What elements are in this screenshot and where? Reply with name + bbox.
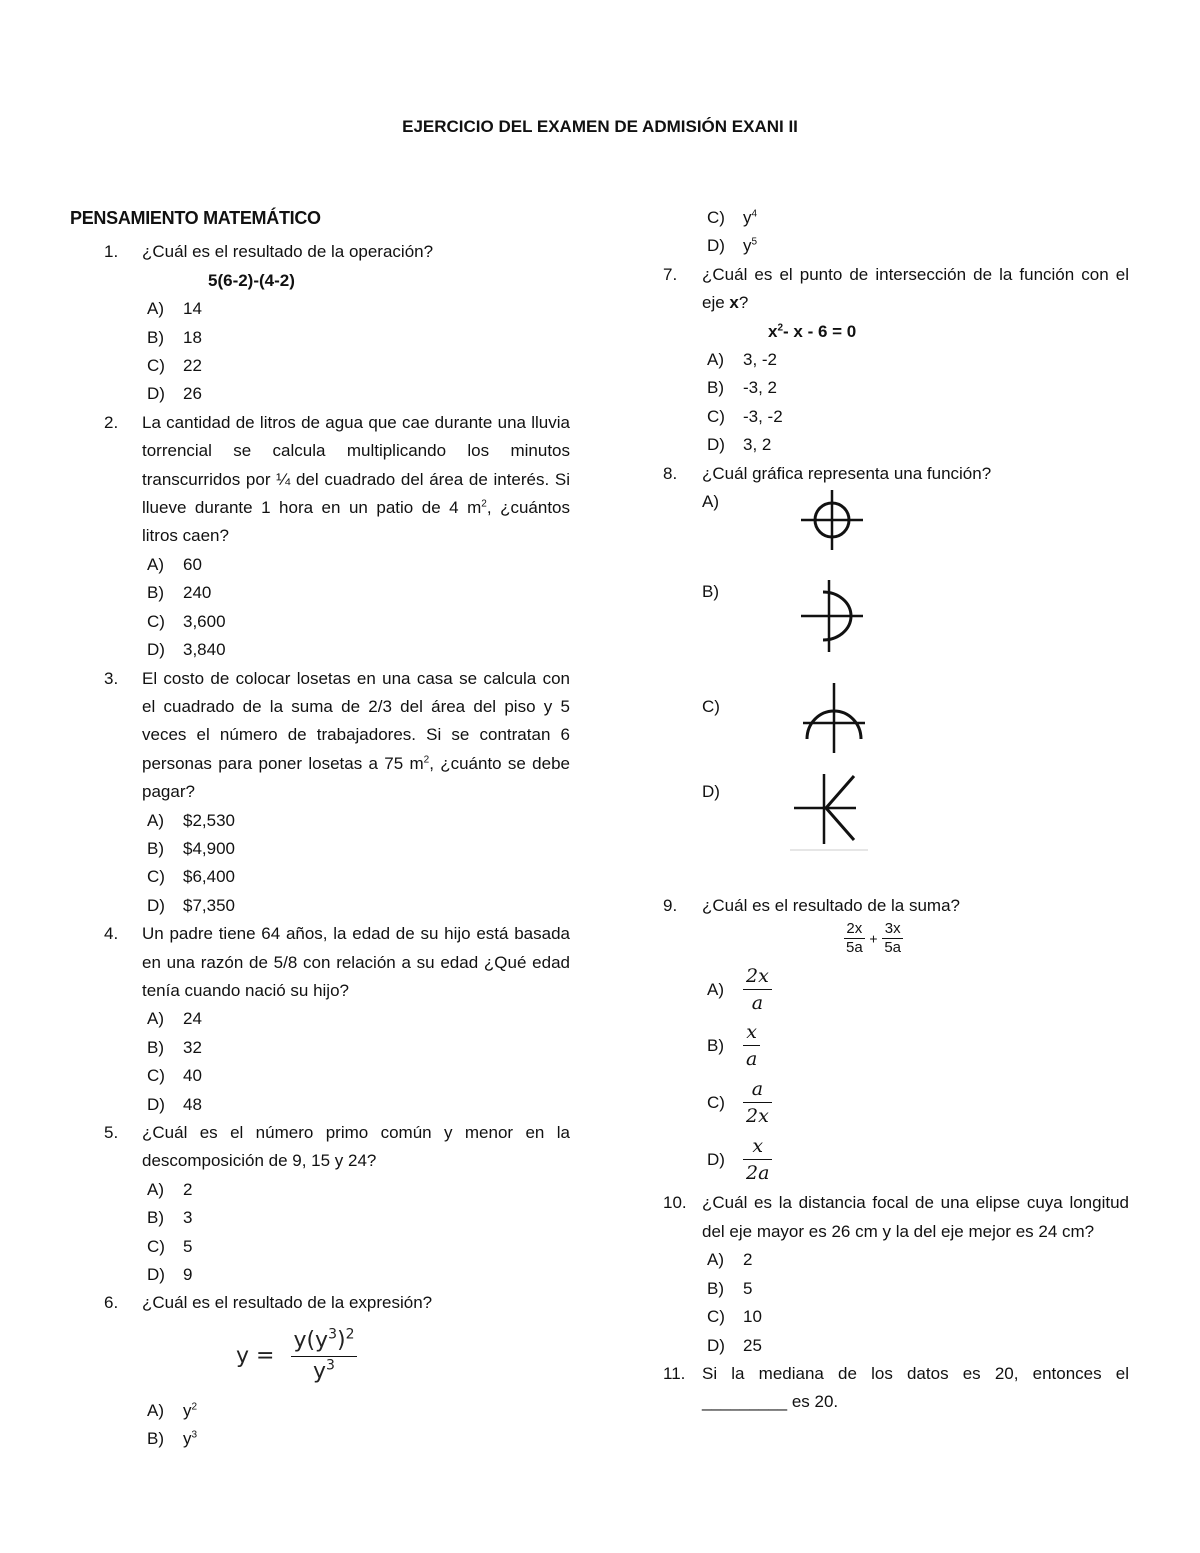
question-text: ¿Cuál es el número primo común y menor en la descomposición de 9, 15 y 24? [142,1123,570,1171]
option-c[interactable]: C) 10 [707,1307,762,1327]
option-d[interactable]: D) $y^5$ [707,236,758,256]
option-d[interactable]: D) 9 [147,1265,193,1285]
option-c[interactable]: C) 5 [147,1236,193,1256]
option-c[interactable]: C) 40 [147,1066,202,1086]
option-d[interactable]: D) 26 [147,384,202,404]
options-list-q6-continued [663,204,1129,261]
left-column [70,204,570,1454]
question-text: Un padre tiene 64 años, la edad de su hijo está basada en una razón de 5/8 con relación a su edad ¿Qué edad tenía cuando nació su hijo? [142,924,570,1000]
option-b[interactable]: B) 32 [147,1037,202,1057]
options-list [142,551,570,665]
option-d[interactable]: D) 3, 2 [707,435,772,455]
expression-formula: y = $\frac{y(y^3)^2}{y^3}$ [142,1318,570,1397]
option-b[interactable]: B) $4,900 [147,838,235,858]
option-a[interactable]: A) 2 [707,1250,753,1270]
question-text: La cantidad de litros de agua que cae durante una lluvia torrencial se calcula multiplicando los minutos transcurridos por ¼ del cuadrado del área de interés. Si llueve durante 1 hora en un patio de 4 $m^2$, ¿cuántos litros caen? [142,412,570,546]
right-semicircle-graph [797,578,867,654]
option-d[interactable]: D) 3,840 [147,640,226,660]
question-number: 6. [104,1293,119,1313]
question-text: ¿Cuál es el punto de intersección de la función con el eje x? [702,264,1129,313]
question-text: ¿Cuál gráfica representa una función? [702,463,992,483]
option-c[interactable]: C) 3,600 [147,611,226,631]
question-text: ¿Cuál es el resultado de la operación? [142,242,434,262]
circle-cross-graph [797,488,867,552]
question-5 [70,1119,570,1289]
question-3 [70,665,570,921]
question-text: ¿Cuál es el resultado de la suma? [702,896,960,916]
option-a[interactable]: A) 60 [147,554,202,574]
graph-option-d[interactable]: D) [702,778,1129,892]
question-number: 3. [104,668,119,688]
option-c[interactable]: C) $6,400 [147,867,235,887]
option-a[interactable]: A) $2,530 [147,810,235,830]
question-4 [70,920,570,1119]
question-number: 7. [663,264,678,284]
option-b[interactable]: B) 18 [147,327,202,347]
question-7 [663,261,1129,460]
graph-option-a[interactable]: A) [702,488,1129,578]
option-a[interactable]: A) 3, -2 [707,350,778,370]
graph-option-b[interactable]: B) [702,578,1129,693]
option-b[interactable]: B) $\frac{x}{a}$ [702,1019,1129,1076]
options-list [702,1246,1129,1360]
option-a[interactable]: A) 2 [147,1179,193,1199]
options-list [702,963,1129,1189]
question-number: 4. [104,924,119,944]
question-9 [663,892,1129,1189]
option-a[interactable]: A) 14 [147,299,202,319]
options-list [142,1397,570,1454]
question-6 [70,1289,570,1453]
section-title: PENSAMIENTO MATEMÁTICO [70,208,321,228]
question-11 [663,1360,1129,1417]
question-text: El costo de colocar losetas en una casa se calcula con el cuadrado de la suma de 2/3 del área del piso y 5 veces el número de trabajadores. Si se contratan 6 personas para poner losetas a 75 $m^2$, ¿cuánto se debe pagar? [142,668,571,802]
option-c[interactable]: C) 22 [147,356,202,376]
equation: $x^2-$ x - 6 = 0 [768,321,857,341]
question-text: ¿Cuál es la distancia focal de una elipse cuya longitud del eje mayor es 26 cm y la del eje mejor es 24 cm? [702,1193,1129,1241]
option-a[interactable]: A) $\frac{2x}{a}$ [702,963,1129,1019]
option-b[interactable]: B) 5 [707,1278,753,1298]
expression-fraction: $\frac{y(y^3)^2}{y^3}$ [293,1326,355,1384]
operation-expression: 5(6-2)-(4-2) [208,270,295,290]
graph-option-c[interactable]: C) [702,693,1129,778]
question-1 [70,238,570,408]
sum-expression: $\frac{2x}{5a}$ + $\frac{3x}{5a}$ [846,920,902,957]
option-a[interactable]: A) 24 [147,1009,202,1029]
options-list [142,1176,570,1290]
option-b[interactable]: B) 240 [147,583,212,603]
options-list [142,295,570,409]
upper-semicircle-graph [797,681,867,755]
question-number: 8. [663,463,678,483]
option-c[interactable]: C) $\frac{a}{2x}$ [702,1076,1129,1133]
options-list [142,807,570,921]
option-c[interactable]: C) -3, -2 [707,406,783,426]
option-b[interactable]: B) $y^3$ [147,1429,198,1449]
question-text: ¿Cuál es el resultado de la expresión? [142,1293,433,1313]
question-2 [70,409,570,665]
question-number: 9. [663,896,678,916]
options-list [702,346,1129,460]
question-number: 11. [663,1363,686,1383]
option-c[interactable]: C) $y^4$ [707,208,758,227]
option-d[interactable]: D) $\frac{x}{2a}$ [702,1133,1129,1189]
option-d[interactable]: D) $7,350 [147,895,235,915]
question-text: Si la mediana de los datos es 20, entonces el _________ es 20. [702,1363,1129,1412]
option-a[interactable]: A) $y^2$ [147,1400,198,1420]
option-d[interactable]: D) 48 [147,1094,202,1114]
v-shape-graph [790,772,872,852]
question-10 [663,1189,1129,1359]
question-number: 1. [104,242,119,262]
question-8 [663,460,1129,892]
question-number: 10. [663,1193,687,1213]
option-b[interactable]: B) 3 [147,1208,193,1228]
question-number: 5. [104,1123,119,1142]
page-title: EJERCICIO DEL EXAMEN DE ADMISIÓN EXANI II [402,117,798,136]
option-d[interactable]: D) 25 [707,1335,762,1355]
question-number: 2. [104,412,119,432]
option-b[interactable]: B) -3, 2 [707,378,778,398]
options-list [142,1005,570,1119]
right-column [663,204,1129,1417]
